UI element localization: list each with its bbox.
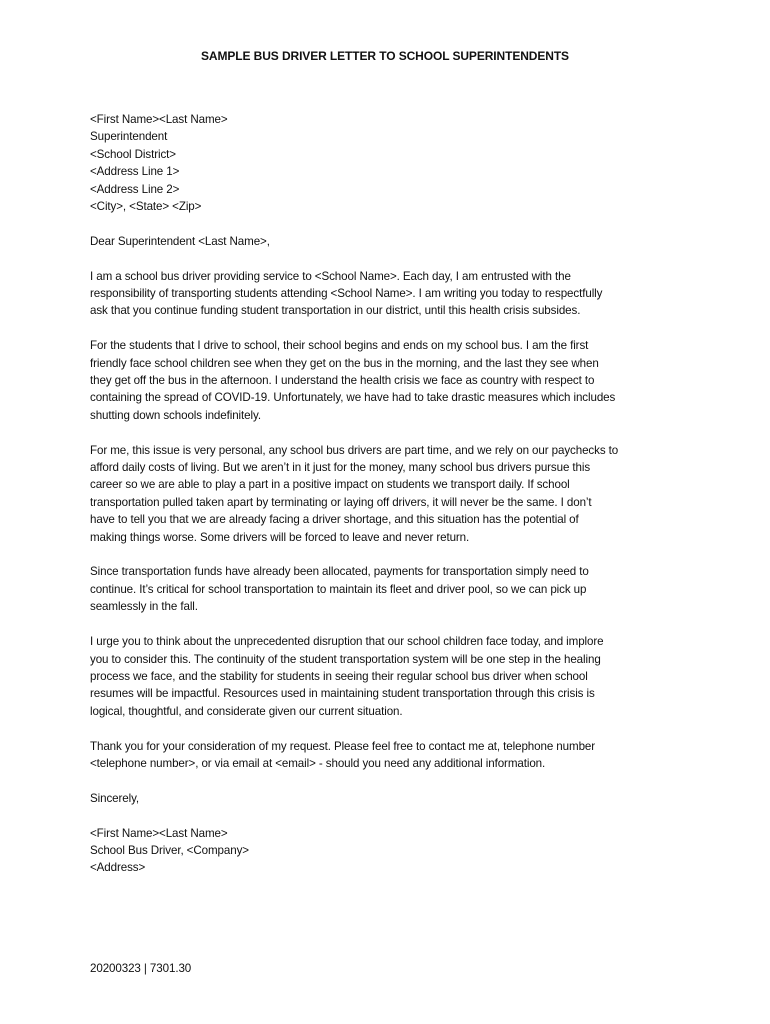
paragraph-line: <telephone number>, or via email at <email> - should you need any additional information. — [90, 756, 546, 770]
signature-title: School Bus Driver, <Company> — [90, 843, 249, 857]
paragraph-line: Thank you for your consideration of my request. Please feel free to contact me at, telephone number — [90, 739, 596, 753]
paragraph-funds — [90, 563, 690, 615]
paragraph-intro — [90, 268, 690, 320]
paragraph-line: have to tell you that we are already facing a driver shortage, and this situation has the potential of — [90, 513, 579, 527]
paragraph-line: responsibility of transporting students attending <School Name>. I am writing you today to respectfully — [90, 287, 603, 301]
recipient-address-line-1: <Address Line 1> — [90, 165, 180, 179]
paragraph-line: friendly face school children see when they get on the bus in the morning, and the last they see when — [90, 356, 599, 370]
paragraph-line: process we face, and the stability for students in seeing their regular school bus driver when school — [90, 669, 588, 683]
letter-body — [90, 111, 690, 894]
paragraph-line: Since transportation funds have already been allocated, payments for transportation simply need to — [90, 565, 589, 579]
signature-block — [90, 825, 690, 877]
salutation-text: Dear Superintendent <Last Name>, — [90, 234, 270, 248]
recipient-address-line-2: <Address Line 2> — [90, 182, 180, 196]
letter-title: SAMPLE BUS DRIVER LETTER TO SCHOOL SUPERINTENDENTS — [201, 49, 569, 63]
paragraph-line: ask that you continue funding student transportation in our district, until this health crisis subsides. — [90, 304, 581, 318]
paragraph-line: For me, this issue is very personal, any school bus drivers are part time, and we rely on our paychecks to — [90, 443, 619, 457]
paragraph-thanks — [90, 738, 690, 773]
paragraph-line: career so we are able to play a part in a positive impact on students we transport daily. If school — [90, 478, 570, 492]
paragraph-line: resumes will be impactful. Resources used in maintaining student transportation through this crisis is — [90, 687, 595, 701]
recipient-address — [90, 111, 690, 215]
salutation — [90, 233, 690, 250]
paragraph-students — [90, 337, 690, 424]
signature-name: <First Name><Last Name> — [90, 826, 228, 840]
paragraph-urge — [90, 633, 690, 720]
paragraph-line: continue. It’s critical for school transportation to maintain its fleet and driver pool, so we can pick up — [90, 582, 587, 596]
paragraph-line: seamlessly in the fall. — [90, 600, 198, 614]
closing-text: Sincerely, — [90, 791, 140, 805]
paragraph-line: they get off the bus in the afternoon. I understand the health crisis we face as country with respect to — [90, 374, 595, 388]
paragraph-line: I urge you to think about the unprecedented disruption that our school children face today, and implore — [90, 635, 604, 649]
document-footer: 20200323 | 7301.30 — [90, 962, 192, 975]
signature-address: <Address> — [90, 861, 146, 875]
paragraph-line: containing the spread of COVID-19. Unfortunately, we have had to take drastic measures which includes — [90, 391, 616, 405]
paragraph-line: making things worse. Some drivers will be forced to leave and never return. — [90, 530, 470, 544]
paragraph-personal — [90, 442, 690, 546]
paragraph-line: For the students that I drive to school, their school begins and ends on my school bus. I am the first — [90, 339, 589, 353]
closing — [90, 790, 690, 807]
recipient-district: <School District> — [90, 147, 176, 161]
paragraph-line: shutting down schools indefinitely. — [90, 408, 261, 422]
paragraph-line: you to consider this. The continuity of the student transportation system will be one step in the healing — [90, 652, 601, 666]
recipient-city-state-zip: <City>, <State> <Zip> — [90, 200, 202, 214]
paragraph-line: logical, thoughtful, and considerate given our current situation. — [90, 704, 403, 718]
paragraph-line: afford daily costs of living. But we aren’t in it just for the money, many school bus drivers pursue this — [90, 461, 591, 475]
recipient-title: Superintendent — [90, 130, 168, 144]
paragraph-line: I am a school bus driver providing service to <School Name>. Each day, I am entrusted with the — [90, 269, 571, 283]
paragraph-line: transportation pulled taken apart by terminating or laying off drivers, it will never be the same. I don’t — [90, 495, 592, 509]
recipient-name: <First Name><Last Name> — [90, 113, 228, 126]
